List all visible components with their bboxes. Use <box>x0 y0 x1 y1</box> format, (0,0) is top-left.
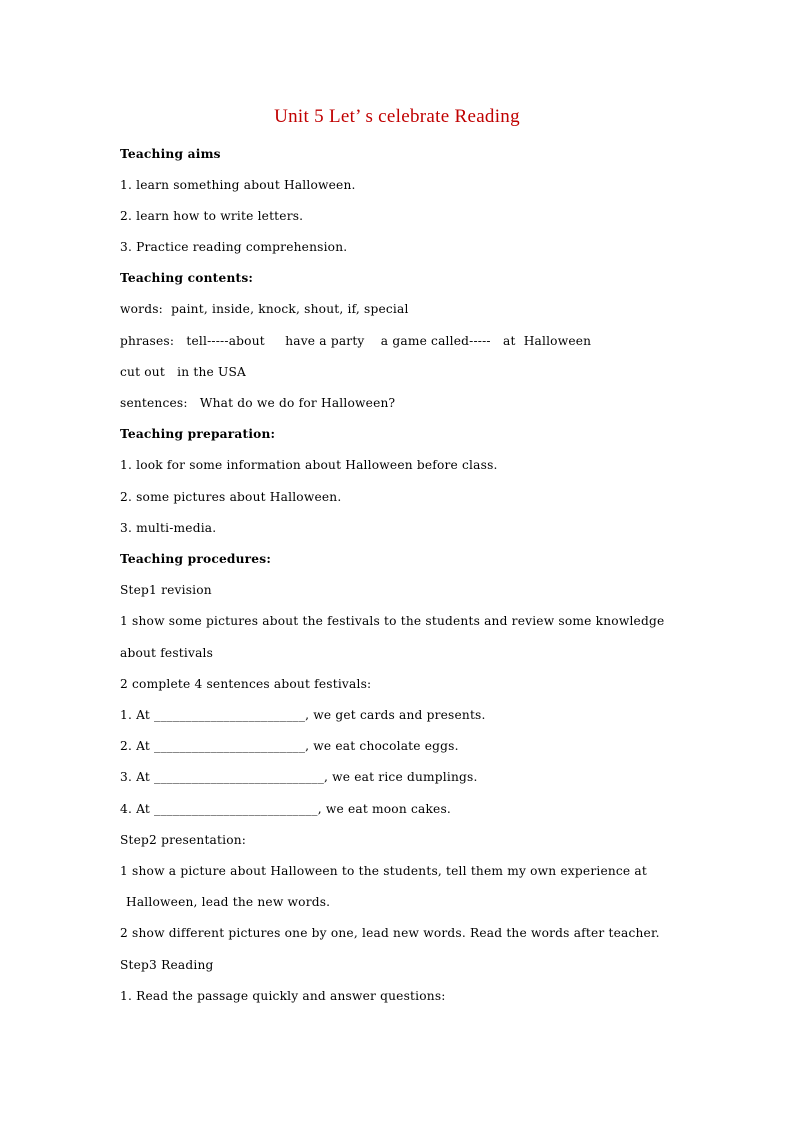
step2-item-2: 2 show different pictures one by one, lead new words. Read the words after teacher. <box>120 926 660 940</box>
step3-item-1: 1. Read the passage quickly and answer questions: <box>120 989 446 1003</box>
contents-phrases-continued: cut out in the USA <box>120 365 247 379</box>
contents-words: words: paint, inside, knock, shout, if, special <box>120 302 409 316</box>
aim-item-1: 1. learn something about Halloween. <box>120 178 356 192</box>
fill-in-sentence-2: 2. At ________________________, we eat chocolate eggs. <box>120 739 459 753</box>
step1-heading: Step1 revision <box>120 583 212 597</box>
contents-sentences: sentences: What do we do for Halloween? <box>120 396 396 410</box>
heading-teaching-aims: Teaching aims <box>120 147 221 161</box>
step2-item-1: 1 show a picture about Halloween to the students, tell them my own experience at <box>120 864 647 878</box>
document-title: Unit 5 Let’ s celebrate Reading <box>274 106 520 127</box>
step2-item-1-continued: Halloween, lead the new words. <box>126 895 331 909</box>
step2-heading: Step2 presentation: <box>120 833 247 847</box>
fill-in-sentence-3: 3. At ___________________________, we eat rice dumplings. <box>120 770 478 784</box>
step1-item-1-continued: about festivals <box>120 646 214 660</box>
contents-phrases: phrases: tell-----about have a party a game called----- at Halloween <box>120 334 592 348</box>
fill-in-sentence-4: 4. At __________________________, we eat moon cakes. <box>120 802 451 816</box>
heading-teaching-contents: Teaching contents: <box>120 271 254 285</box>
aim-item-3: 3. Practice reading comprehension. <box>120 240 348 254</box>
step1-item-1: 1 show some pictures about the festivals to the students and review some knowledge <box>120 614 665 628</box>
preparation-item-2: 2. some pictures about Halloween. <box>120 490 342 504</box>
step3-heading: Step3 Reading <box>120 958 214 972</box>
aim-item-2: 2. learn how to write letters. <box>120 209 304 223</box>
preparation-item-3: 3. multi-media. <box>120 521 217 535</box>
fill-in-sentence-1: 1. At ________________________, we get cards and presents. <box>120 708 486 722</box>
heading-teaching-procedures: Teaching procedures: <box>120 552 272 566</box>
step1-item-2: 2 complete 4 sentences about festivals: <box>120 677 372 691</box>
heading-teaching-preparation: Teaching preparation: <box>120 427 276 441</box>
preparation-item-1: 1. look for some information about Halloween before class. <box>120 458 498 472</box>
